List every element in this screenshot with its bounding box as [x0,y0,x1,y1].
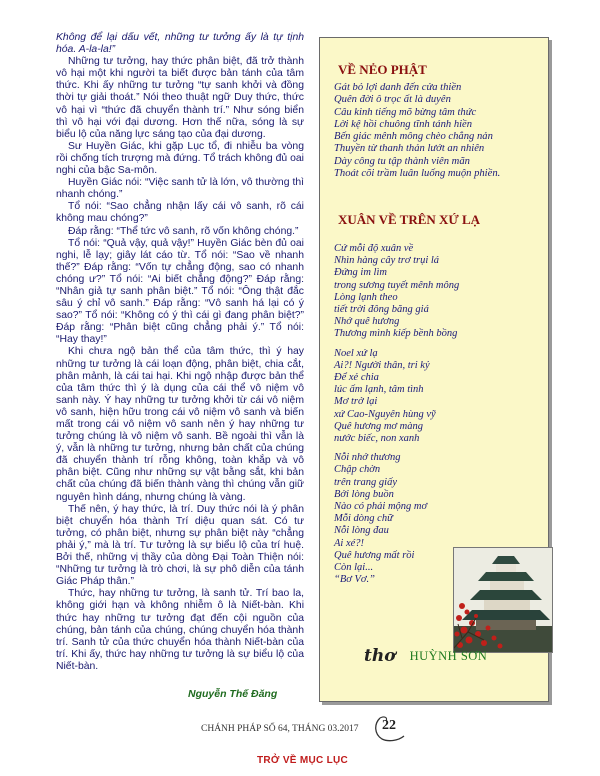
author-prefix: thơ [364,646,396,666]
article-paragraph: Thế nên, ý hay thức, là trí. Duy thức nói là ý phân biệt chuyển hóa thành Trí diệu quan sát. Có tư tưởng, có phân biệt, nhưng sự phân biệt này “chẳng phải ý,” mà là trí. Tư tưởng là sự biểu lộ của trí huệ. Bởi thế, những vị thầy của dòng Đại Toàn Thiện nói: “Những tư tưởng là trò chơi, là sự phô diễn của tánh Giác Pháp thân.” [56,503,304,588]
poem-line: Thoát cõi trầm luân luống muộn phiền. [334,168,501,180]
stanza-gap [334,445,459,452]
poem-line: xứ Cao-Nguyên hùng vỹ [334,408,436,420]
poem-line: Nỗi nhớ thương [334,452,401,464]
back-to-toc-link[interactable]: TRỞ VỀ MỤC LỤC [257,755,349,766]
poem-line: Còn lại... [334,562,374,574]
article-paragraph: Thức, hay những tư tưởng, là sanh tử. Trí bao la, không giới hạn và không nhiễm ô là Niết-bàn. Khi thức hay những tư tưởng đạt đến cội nguồn của chúng, bản tánh của chúng, chúng chuyển hóa thành trí. Sanh tử của thức chuyển hóa thành Niết-bàn của trí. Khi ấy, thức hay những tư tưởng là sự biểu lộ của Niết-bàn. [56,588,304,672]
poem-line: Bến giác mênh mông chèo chẳng nản [334,131,493,143]
poem-body [334,82,500,180]
poem-line: Quê hương mơ màng [334,420,423,432]
poem-line: trong sương tuyết mênh mông [334,279,460,291]
poem-line: Quên đời ô trọc ất là duyên [334,94,451,106]
poem-line: Nào có phải mộng mơ [334,501,428,513]
issue-info: CHÁNH PHÁP SỐ 64, THÁNG 03.2017 [201,724,359,734]
poem-title: VỀ NẺO PHẬT [338,62,427,77]
poem-line: Nỗi lòng đau [334,525,389,537]
poem-line: Lời kệ hồi chuông tĩnh tánh hiền [334,118,473,130]
poem-body [334,243,459,586]
poem-line: Nhớ quê hương [334,316,400,328]
poem-line: Mỗi dòng chữ [334,513,393,525]
article-paragraph: Khi chưa ngộ bản thể của tâm thức, thì ý hay những tư tưởng là cái loạn động, phân biệt, chia cắt, phân mảnh, là cái tai hại. Khi ngộ nhập được bản thể của tâm thức thì ý là dụng của cái thể vô niệm vô sanh này. Ý hay những tư tưởng khởi từ cái vô niệm vô sanh, hiện hữu trong cái vô niệm vô sanh và biến mất trong cái vô niệm vô sanh nên ý hay những tư tưởng chúng là vô niệm vô sanh. Bề ngoài thì vẫn là ý, vẫn là những tư tưởng, nhưng bản chất của chúng đã chuyển thành trí rỗng không, toàn khắp và vô phân biệt. Cũng như những sự vật bằng sắt, khi bản chất của chúng đã biến thành vàng thì chúng vẫn giữ nguyên hình dáng, nhưng chúng là vàng. [56,346,304,503]
poem-line: Đứng im lìm [334,267,387,279]
article-paragraph: Sư Huyền Giác, khi gặp Lục tổ, đi nhiễu ba vòng rồi chống tích trượng mà đứng. Tổ trách không đủ oai nghi của bậc Sa-môn. [56,140,304,177]
poem-line: Thuyền từ thanh thản lướt an nhiên [334,143,485,155]
poem-line: Quê hương mất rồi [334,549,415,561]
stanza-gap [334,341,459,348]
poem-line: Lòng lạnh theo [334,291,398,303]
poem-line: Dày công tu tập thành viên mãn [334,155,470,167]
poem-line: Bởi lòng buồn [334,488,394,500]
article-paragraph: Không để lại dấu vết, những tư tưởng ấy là tự tịnh hóa. A-la-la!” [56,32,304,56]
poem-line: Gát bỏ lợi danh đến cửa thiền [334,82,462,93]
poem-line: trên trang giấy [334,476,397,488]
poem-line: tiết trời đông băng giá [334,304,429,316]
poem-line: nước biếc, non xanh [334,433,420,445]
poem-line: Cứ mỗi độ xuân về [334,243,414,254]
article-paragraph: Tổ nói: “Quả vậy, quả vậy!” Huyền Giác bèn đủ oai nghi, lễ lạy; giây lát cáo từ. Tổ nói: “Sao về nhanh thế?” Đáp rằng: “Vốn tự chẳng động, sao có nhanh chóng ư?” Tổ nói: “Ai biết chẳng động?” Đáp rằng: “Nhân giả tự sanh phân biệt.” Tổ nói: “Ông thật đắc sâu ý chỉ vô sanh.” Đáp rằng: “Vô sanh há lại có ý sao?” Tổ nói: “Không có ý thì cái gì đang phân biệt?” Đáp rằng: “Phân biệt cũng chẳng phải ý.” Tổ nói: “Hay thay!” [56,237,304,346]
article-paragraph: Đáp rằng: “Thể tức vô sanh, rõ vốn không chóng.” [68,225,299,237]
article-signature: Nguyễn Thế Đăng [188,688,278,700]
article-paragraph: Những tư tưởng, hay thức phân biệt, đã trở thành vô hại một khi người ta biết được bản tánh của tâm thức. Khi ấy những tư tưởng “tự sanh khởi và đồng thời tự giải thoát.” Nói theo thuật ngữ Duy thức, thức vô hại vì “thức đã chuyển thành trí.” Như sóng biển thì vô hại với đại dương. Hơn thế nữa, sóng là sự biểu lộ của năng lực sáng tạo của đại dương. [56,56,304,140]
poem-line: Để xẻ chia [334,372,379,384]
poem-line: Ai?! Người thân, tri kỷ [334,359,430,371]
author-name: HUỲNH SƠN [409,648,488,663]
poem-line: lúc ấm lạnh, tâm tình [334,384,424,396]
poem-line: Nhìn hàng cây trơ trụi lá [334,255,440,267]
poem-line: Thương mình kiếp bềnh bồng [334,328,458,340]
article-paragraph: Tổ nói: “Sao chẳng nhận lấy cái vô sanh, rõ cái không mau chóng?” [56,201,304,225]
poem-line: Câu kinh tiếng mõ bừng tâm thức [334,106,477,118]
poem-line: Ai xé?! [334,537,365,549]
article-column [56,32,304,673]
poem-line: Chập chờn [334,464,381,476]
page-number: 22 [382,718,396,733]
poem-line: Noel xứ lạ [334,347,378,359]
article-paragraph: Huyền Giác nói: “Việc sanh tử là lớn, vô thường thì nhanh chóng.” [56,177,304,201]
castle-illustration [454,548,552,652]
pagoda-image [453,547,553,653]
poem-line: “Bơ Vơ.” [334,574,375,586]
poem-author [364,646,487,666]
poem-title: XUÂN VỀ TRÊN XỨ LẠ [338,212,481,227]
poem-line: Mơ trở lại [334,396,378,408]
